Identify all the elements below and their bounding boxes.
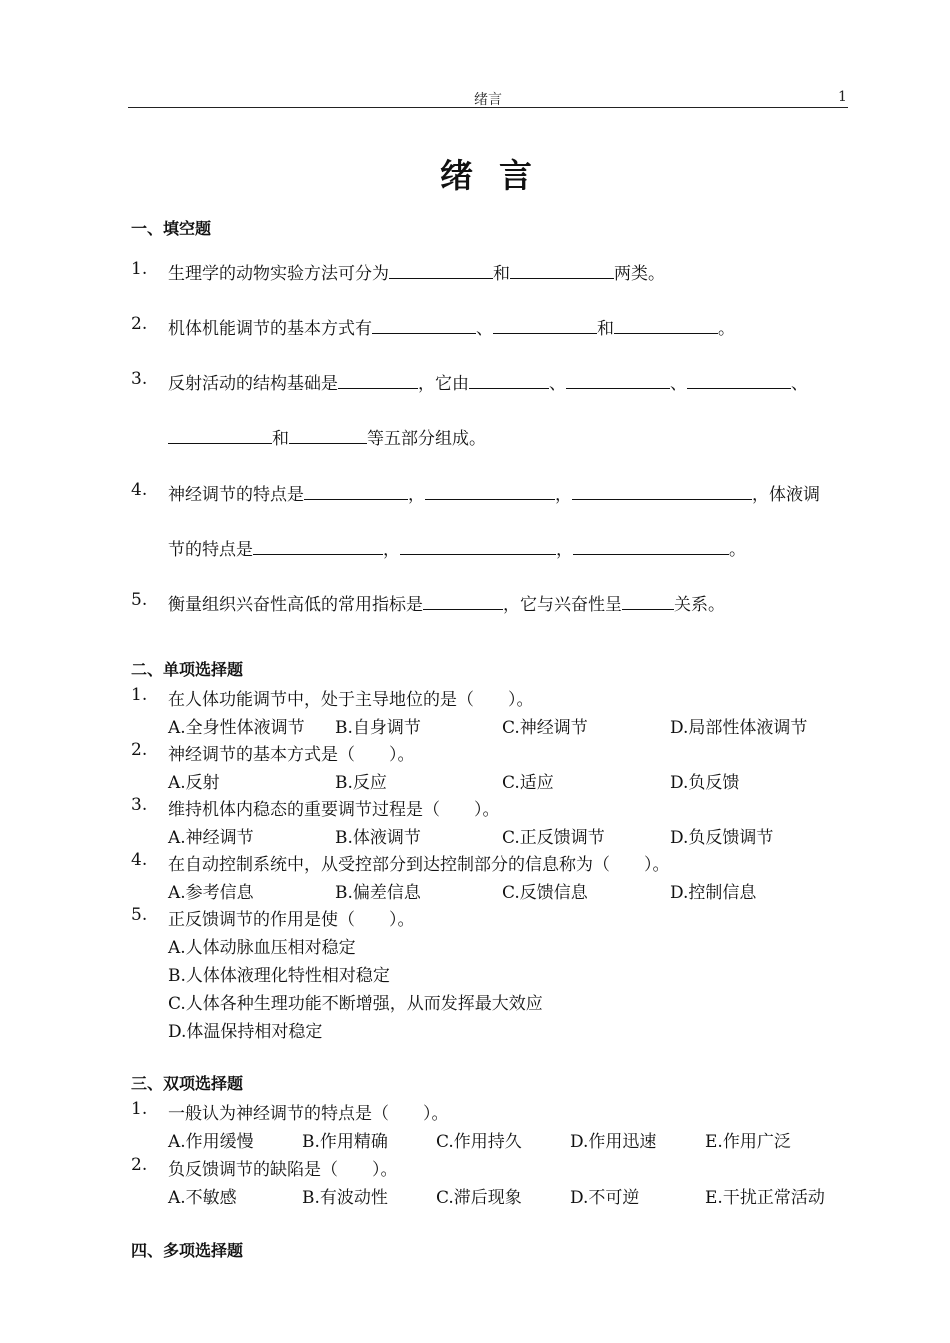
fill-q3-text: ，它由 bbox=[418, 374, 469, 394]
option-b[interactable]: B.自身调节 bbox=[335, 718, 421, 738]
fill-blank[interactable] bbox=[493, 316, 597, 334]
fill-q5-text: 关系。 bbox=[674, 595, 725, 615]
page-title: 绪言 bbox=[440, 156, 558, 195]
double-q1-stem: 一般认为神经调节的特点是（ ）。 bbox=[168, 1104, 449, 1124]
fill-q4-text: ，体液调 bbox=[752, 485, 820, 505]
option-b[interactable]: B.有波动性 bbox=[302, 1188, 388, 1208]
section-heading-double: 三、双项选择题 bbox=[131, 1074, 244, 1093]
fill-q3-text: 、 bbox=[549, 374, 566, 394]
single-q3-number: 3. bbox=[131, 795, 148, 815]
single-q1-stem: 在人体功能调节中，处于主导地位的是（ ）。 bbox=[168, 690, 534, 710]
fill-blank[interactable] bbox=[614, 316, 718, 334]
fill-blank[interactable] bbox=[389, 261, 493, 279]
fill-q3-text: 反射活动的结构基础是 bbox=[168, 374, 338, 394]
fill-q1 bbox=[168, 259, 665, 284]
option-a[interactable]: A.神经调节 bbox=[168, 828, 254, 848]
option-b[interactable]: B.作用精确 bbox=[302, 1132, 388, 1152]
fill-blank[interactable] bbox=[622, 592, 674, 610]
fill-q1-text: 两类。 bbox=[614, 264, 665, 284]
fill-blank[interactable] bbox=[572, 482, 752, 500]
option-c[interactable]: C.作用持久 bbox=[436, 1132, 522, 1152]
fill-q2-text: 。 bbox=[718, 319, 735, 339]
option-d[interactable]: D.作用迅速 bbox=[570, 1132, 657, 1152]
fill-q4-number: 4. bbox=[131, 480, 148, 500]
option-c[interactable]: C.适应 bbox=[502, 773, 554, 793]
single-q4-stem: 在自动控制系统中，从受控部分到达控制部分的信息称为（ ）。 bbox=[168, 855, 670, 875]
fill-blank[interactable] bbox=[566, 371, 670, 389]
fill-q2-text: 和 bbox=[597, 319, 614, 339]
double-q2-stem: 负反馈调节的缺陷是（ ）。 bbox=[168, 1160, 398, 1180]
single-q3-stem: 维持机体内稳态的重要调节过程是（ ）。 bbox=[168, 800, 500, 820]
running-header-title: 绪言 bbox=[474, 92, 502, 108]
option-c[interactable]: C.反馈信息 bbox=[502, 883, 588, 903]
double-q2-number: 2. bbox=[131, 1155, 148, 1175]
option-a[interactable]: A.作用缓慢 bbox=[168, 1132, 254, 1152]
single-q4-number: 4. bbox=[131, 850, 148, 870]
option-c[interactable]: C.人体各种生理功能不断增强，从而发挥最大效应 bbox=[168, 994, 543, 1014]
fill-blank[interactable] bbox=[253, 537, 383, 555]
section-heading-fill: 一、填空题 bbox=[131, 219, 212, 238]
fill-q4-continued bbox=[168, 535, 746, 560]
fill-q1-number: 1. bbox=[131, 259, 148, 279]
fill-blank[interactable] bbox=[304, 482, 408, 500]
fill-q4-text: 。 bbox=[729, 540, 746, 560]
fill-blank[interactable] bbox=[425, 482, 555, 500]
fill-q2-text: 、 bbox=[476, 319, 493, 339]
fill-blank[interactable] bbox=[687, 371, 791, 389]
section-heading-single: 二、单项选择题 bbox=[131, 660, 244, 679]
option-d[interactable]: D.局部性体液调节 bbox=[670, 718, 808, 738]
fill-q5-text: ，它与兴奋性呈 bbox=[503, 595, 622, 615]
option-b[interactable]: B.偏差信息 bbox=[335, 883, 421, 903]
fill-q1-text: 生理学的动物实验方法可分为 bbox=[168, 264, 389, 284]
fill-q4-text: 节的特点是 bbox=[168, 540, 253, 560]
double-q1-number: 1. bbox=[131, 1099, 148, 1119]
fill-q3-text: 、 bbox=[670, 374, 687, 394]
fill-q1-text: 和 bbox=[493, 264, 510, 284]
fill-blank[interactable] bbox=[423, 592, 503, 610]
header-rule bbox=[128, 107, 848, 108]
fill-q4-text: ， bbox=[383, 540, 400, 560]
fill-blank[interactable] bbox=[372, 316, 476, 334]
option-b[interactable]: B.体液调节 bbox=[335, 828, 421, 848]
fill-blank[interactable] bbox=[168, 426, 272, 444]
fill-q4-text: ， bbox=[408, 485, 425, 505]
option-d[interactable]: D.控制信息 bbox=[670, 883, 757, 903]
option-d[interactable]: D.负反馈调节 bbox=[670, 828, 774, 848]
fill-q4-text: 神经调节的特点是 bbox=[168, 485, 304, 505]
option-d[interactable]: D.体温保持相对稳定 bbox=[168, 1022, 323, 1042]
option-d[interactable]: D.负反馈 bbox=[670, 773, 740, 793]
option-a[interactable]: A.人体动脉血压相对稳定 bbox=[168, 938, 356, 958]
option-c[interactable]: C.正反馈调节 bbox=[502, 828, 605, 848]
fill-q4-text: ， bbox=[556, 540, 573, 560]
fill-q3-text: 和 bbox=[272, 429, 289, 449]
option-a[interactable]: A.不敏感 bbox=[168, 1188, 237, 1208]
fill-blank[interactable] bbox=[469, 371, 549, 389]
single-q5-number: 5. bbox=[131, 905, 148, 925]
fill-q4-text: ， bbox=[555, 485, 572, 505]
fill-blank[interactable] bbox=[289, 426, 367, 444]
fill-blank[interactable] bbox=[573, 537, 729, 555]
fill-q5-number: 5. bbox=[131, 590, 148, 610]
section-heading-multi: 四、多项选择题 bbox=[131, 1241, 244, 1260]
fill-blank[interactable] bbox=[510, 261, 614, 279]
option-e[interactable]: E.干扰正常活动 bbox=[705, 1188, 825, 1208]
option-a[interactable]: A.全身性体液调节 bbox=[168, 718, 305, 738]
fill-q5-text: 衡量组织兴奋性高低的常用指标是 bbox=[168, 595, 423, 615]
option-c[interactable]: C.神经调节 bbox=[502, 718, 588, 738]
fill-q4 bbox=[168, 480, 820, 505]
page-number: 1 bbox=[838, 89, 847, 105]
fill-blank[interactable] bbox=[338, 371, 418, 389]
fill-q2-text: 机体机能调节的基本方式有 bbox=[168, 319, 372, 339]
single-q1-number: 1. bbox=[131, 685, 148, 705]
single-q2-number: 2. bbox=[131, 740, 148, 760]
single-q2-stem: 神经调节的基本方式是（ ）。 bbox=[168, 745, 415, 765]
fill-q3 bbox=[168, 369, 808, 394]
fill-q2-number: 2. bbox=[131, 314, 148, 334]
option-a[interactable]: A.参考信息 bbox=[168, 883, 254, 903]
fill-q3-text: 、 bbox=[791, 374, 808, 394]
option-e[interactable]: E.作用广泛 bbox=[705, 1132, 791, 1152]
option-c[interactable]: C.滞后现象 bbox=[436, 1188, 522, 1208]
option-d[interactable]: D.不可逆 bbox=[570, 1188, 640, 1208]
fill-q3-text: 等五部分组成。 bbox=[367, 429, 486, 449]
option-a[interactable]: A.反射 bbox=[168, 773, 220, 793]
option-b[interactable]: B.人体体液理化特性相对稳定 bbox=[168, 966, 390, 986]
fill-q3-continued bbox=[168, 424, 486, 449]
option-b[interactable]: B.反应 bbox=[335, 773, 387, 793]
fill-q5 bbox=[168, 590, 725, 615]
fill-q2 bbox=[168, 314, 735, 339]
fill-blank[interactable] bbox=[400, 537, 556, 555]
fill-q3-number: 3. bbox=[131, 369, 148, 389]
single-q5-stem: 正反馈调节的作用是使（ ）。 bbox=[168, 910, 415, 930]
